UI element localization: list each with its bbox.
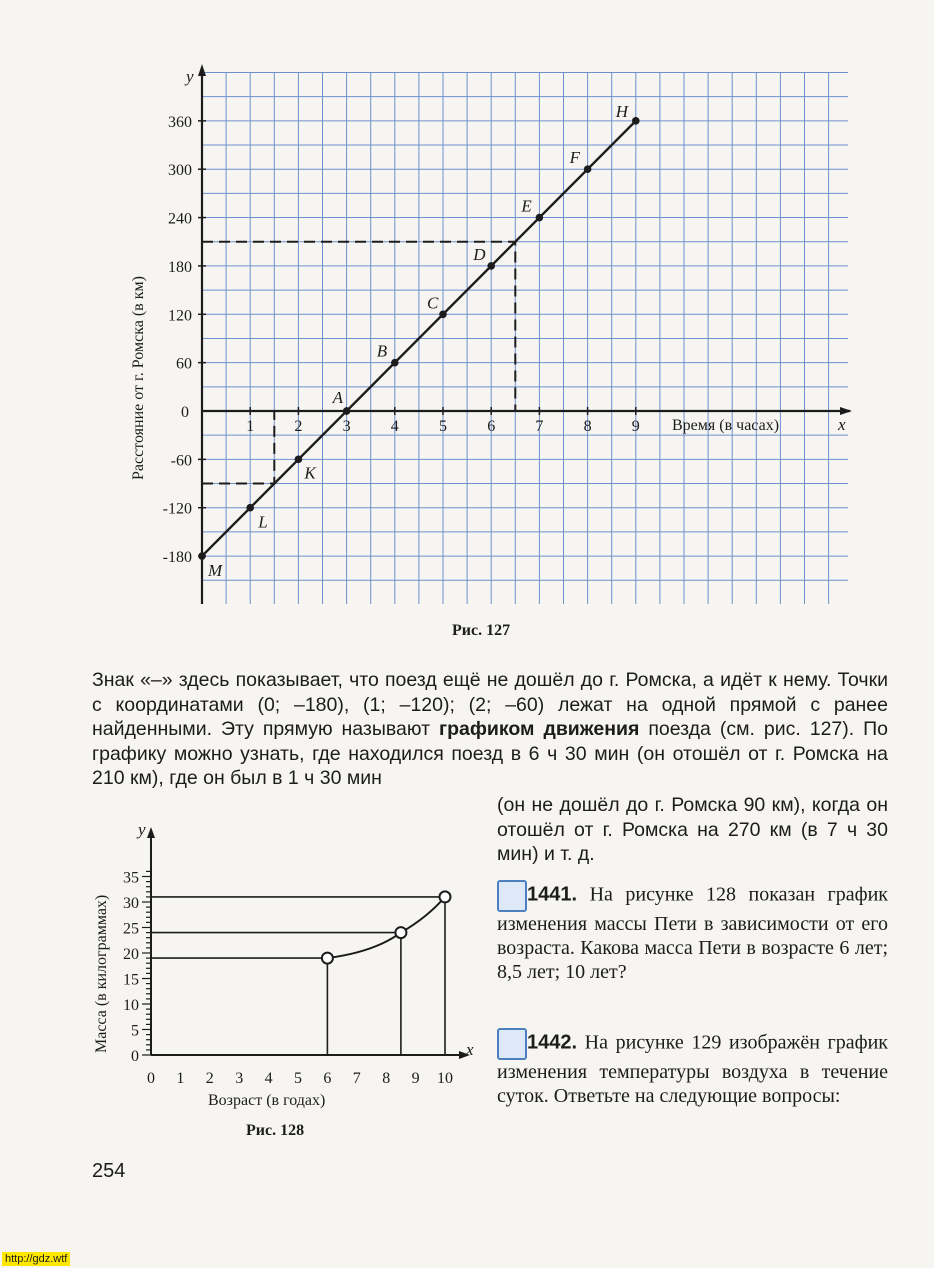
- point-D: [487, 262, 495, 270]
- dashed-guide: [202, 242, 515, 411]
- point-label-K: K: [304, 463, 316, 483]
- chart-marks: [151, 891, 451, 1055]
- x-tick-label: 1: [246, 418, 255, 435]
- data-point: [322, 953, 333, 964]
- point-label-A: A: [332, 388, 343, 407]
- point-label-M: M: [208, 561, 223, 581]
- point-label-E: E: [521, 196, 532, 216]
- task-number: 1442.: [527, 1031, 578, 1054]
- y-tick-label: 20: [123, 946, 139, 963]
- point-L: [246, 504, 254, 512]
- x-axis-letter: x: [466, 1040, 474, 1059]
- x-tick-label: 3: [235, 1070, 244, 1087]
- point-C: [439, 310, 447, 318]
- y-tick-label: 15: [123, 971, 139, 989]
- origin-label: 0: [181, 404, 189, 421]
- x-tick-label: 8: [583, 418, 592, 435]
- x-tick-label: 10: [437, 1070, 453, 1087]
- point-F: [584, 165, 592, 173]
- y-tick-label: 0: [131, 1048, 139, 1065]
- point-label-H: H: [615, 101, 629, 121]
- task-text: На рисунке 129 изображён график изменения температуры воздуха в течение суток. Ответьте на следующие вопросы:: [497, 1031, 888, 1107]
- x-axis-label: Возраст (в годах): [208, 1092, 326, 1109]
- x-tick-label: 5: [294, 1070, 302, 1087]
- y-tick-label: 10: [123, 997, 139, 1014]
- x-tick-label: 7: [535, 418, 544, 435]
- task-text: На рисунке 128 показан график изменения массы Пети в зависимости от его возраста. Какова масса Пети в возрасте 6 лет; 8,5 лет; 10 лет?: [497, 883, 888, 983]
- y-axis-letter: y: [138, 820, 146, 839]
- point-K: [295, 456, 303, 464]
- x-tick-label: 8: [382, 1070, 391, 1087]
- x-tick-label: 2: [294, 418, 303, 435]
- data-point: [395, 927, 406, 938]
- figure-127-caption: Рис. 127: [452, 622, 511, 639]
- term-motion-graph: графиком движения: [438, 718, 640, 740]
- x-tick-label: 6: [323, 1070, 332, 1087]
- figure-128-caption: Рис. 128: [246, 1122, 305, 1139]
- x-tick-label: 1: [176, 1070, 185, 1087]
- x-tick-label: 9: [631, 418, 640, 435]
- point-label-D: D: [473, 244, 486, 264]
- y-tick-label: 360: [168, 113, 192, 131]
- y-tick-label: 60: [176, 355, 192, 373]
- y-tick-label: 300: [168, 162, 192, 180]
- x-tick-label: 6: [487, 418, 496, 435]
- mass-curve: [327, 897, 445, 958]
- grid: [202, 72, 848, 604]
- watermark-link[interactable]: http://gdz.wtf: [2, 1252, 70, 1266]
- paragraph-continuation: [497, 793, 888, 867]
- y-tick-label: 120: [168, 307, 192, 325]
- figure-128-chart: [80, 815, 490, 1145]
- paragraph-text-c: (он не дошёл до г. Ромска 90 км), когда он отошёл от г. Ромска на 270 км (в 7 ч 30 мин) и т. д.: [497, 794, 888, 865]
- group-work-icon: [497, 1028, 527, 1060]
- point-label-B: B: [376, 341, 388, 361]
- y-tick-label: 30: [123, 895, 139, 912]
- point-M: [198, 552, 206, 560]
- x-tick-label: 4: [264, 1070, 273, 1087]
- y-axis-arrow: [147, 827, 155, 838]
- y-axis-label: Расстояние от г. Ромска (в км): [130, 276, 147, 480]
- y-tick-label: 240: [168, 210, 192, 228]
- x-tick-label: 3: [342, 418, 351, 435]
- y-tick-label: 25: [123, 920, 139, 938]
- point-E: [536, 214, 544, 222]
- page-number: 254: [92, 1160, 126, 1182]
- task-1441: [497, 880, 888, 984]
- point-label-C: C: [427, 293, 439, 313]
- axes: [123, 827, 470, 1087]
- point-label-L: L: [258, 512, 268, 532]
- main-paragraph: [92, 668, 888, 791]
- y-tick-label: -120: [162, 500, 192, 518]
- x-tick-label: 2: [205, 1070, 214, 1087]
- x-axis-arrow: [840, 407, 852, 415]
- paragraph-text-b: поезда (см. рис. 127). По графику можно узнать, где находился поезд в 6 ч 30 мин (он отошёл от г. Ромска на 210 км), где он был в 1 ч 30 мин: [92, 718, 888, 789]
- y-tick-label: -180: [162, 549, 192, 567]
- x-tick-label: 5: [439, 418, 447, 435]
- dashed-guide: [202, 411, 274, 484]
- point-A: [343, 407, 351, 415]
- point-H: [632, 117, 640, 125]
- point-label-F: F: [569, 148, 580, 168]
- y-axis-arrow: [198, 64, 206, 76]
- x-tick-label: 0: [147, 1070, 155, 1087]
- y-tick-label: 5: [131, 1022, 139, 1040]
- paragraph-text-a: Знак «–» здесь показывает, что поезд ещё не дошёл до г. Ромска, а идёт к нему. Точки с координатами (0; –180), (1; –120); (2; –60) лежат на одной прямой с ранее найденными. Эту прямую называют: [92, 669, 888, 740]
- x-tick-label: 9: [411, 1070, 420, 1087]
- x-tick-label: 4: [390, 418, 399, 435]
- pencil-icon: [497, 880, 527, 912]
- task-number: 1441.: [527, 883, 578, 906]
- y-axis-label: Масса (в килограммах): [93, 894, 110, 1053]
- y-axis-letter: y: [186, 67, 194, 86]
- point-B: [391, 359, 399, 367]
- x-axis-letter: x: [838, 415, 846, 434]
- y-tick-label: 35: [123, 869, 139, 887]
- x-tick-label: 7: [352, 1070, 361, 1087]
- x-axis-label: Время (в часах): [672, 417, 780, 434]
- data-point: [440, 891, 451, 902]
- y-tick-label: -60: [170, 452, 192, 470]
- task-1442: [497, 1028, 888, 1108]
- y-tick-label: 180: [168, 258, 192, 276]
